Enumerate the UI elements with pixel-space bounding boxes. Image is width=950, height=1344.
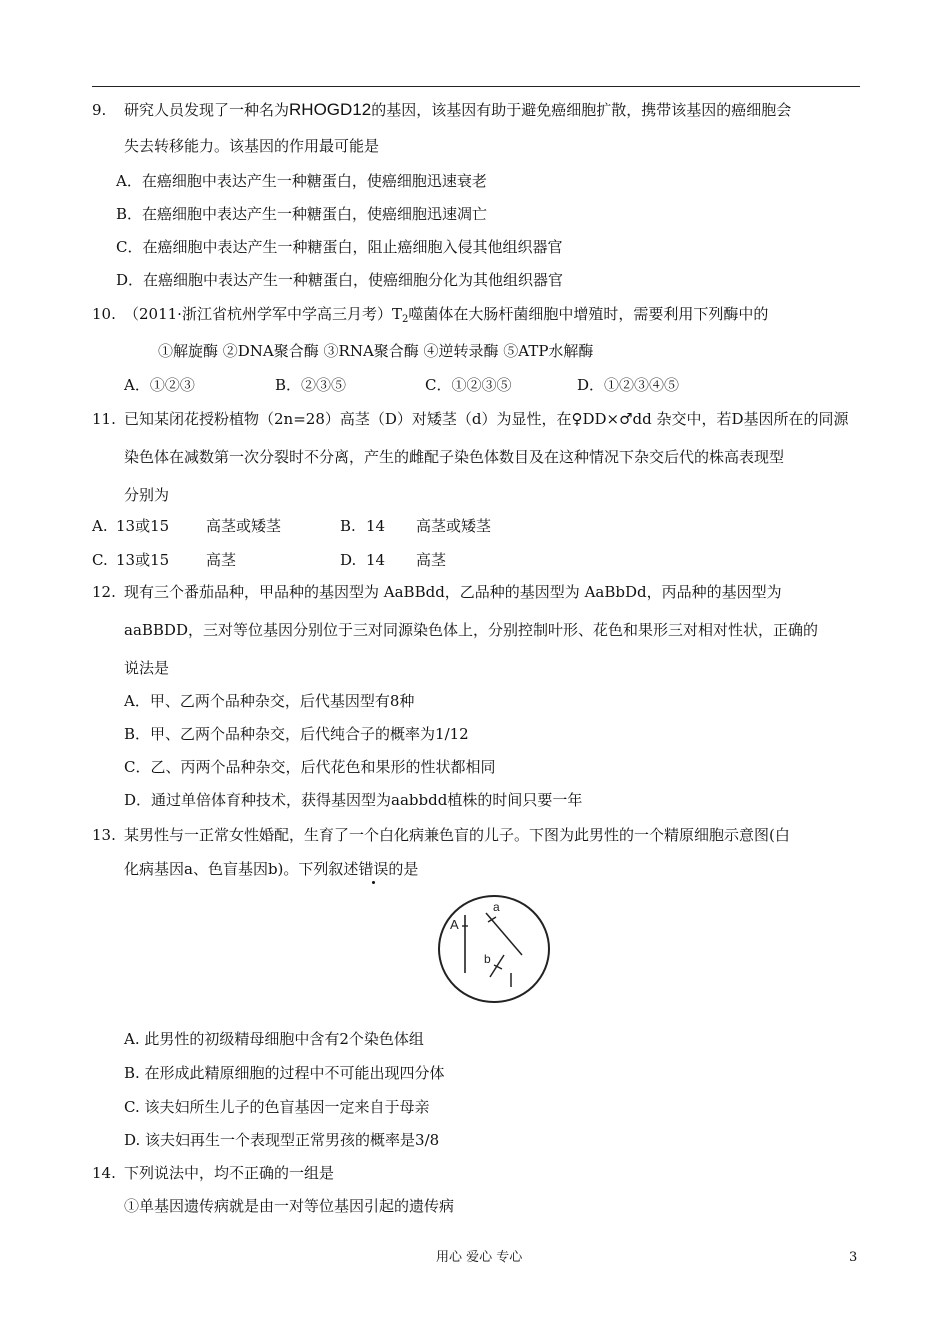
- q10-stem-text-b: 噬菌体在大肠杆菌细胞中增殖时，需要利用下列酶中的: [408, 305, 769, 323]
- q12-option-c: C．乙、丙两个品种杂交，后代花色和果形的性状都相同: [124, 758, 496, 776]
- q13-stem-text-a: 化病基因a、色盲基因b)。下列叙述: [124, 860, 359, 878]
- q14-stem: 下列说法中，均不正确的一组是: [124, 1164, 335, 1182]
- q13-option-a: A. 此男性的初级精母细胞中含有2个染色体组: [124, 1030, 424, 1048]
- q9-option-a: A．在癌细胞中表达产生一种糖蛋白，使癌细胞迅速衰老: [116, 172, 487, 190]
- q12-option-b: B．甲、乙两个品种杂交，后代纯合子的概率为1/12: [124, 725, 469, 743]
- q13-number: 13.: [92, 826, 116, 844]
- option-phenotype: 高茎: [416, 551, 447, 569]
- q12-option-a: A．甲、乙两个品种杂交，后代基因型有8种: [124, 692, 415, 710]
- q13-emphasis-word: 错误: [358, 860, 389, 878]
- q10-enzyme-list: ①解旋酶 ②DNA聚合酶 ③RNA聚合酶 ④逆转录酶 ⑤ATP水解酶: [158, 342, 594, 360]
- q12-stem-line1: 现有三个番茄品种，甲品种的基因型为 AaBBdd，乙品种的基因型为 AaBbDd，丙品种的基因型为: [124, 583, 782, 601]
- page-number: 3: [849, 1250, 858, 1265]
- q9-stem-text-b: 的基因，该基因有助于避免癌细胞扩散，携带该基因的癌细胞会: [371, 101, 792, 119]
- q9-stem-line1: [124, 100, 791, 120]
- option-number: 13或15: [116, 551, 170, 569]
- q9-option-c: C．在癌细胞中表达产生一种糖蛋白，阻止癌细胞入侵其他组织器官: [116, 238, 563, 256]
- q11-option-c: [92, 550, 338, 570]
- option-phenotype: 高茎或矮茎: [416, 517, 492, 535]
- option-label: C.: [92, 551, 108, 569]
- q10-number: 10.: [92, 305, 116, 323]
- option-label: A.: [92, 517, 108, 535]
- q9-stem-line2: 失去转移能力。该基因的作用最可能是: [124, 137, 380, 155]
- q11-stem-line1: 已知某闭花授粉植物（2n=28）高茎（D）对矮茎（d）为显性，在♀DD×♂dd 杂交中，若D基因所在的同源: [124, 410, 849, 428]
- q13-option-b: B. 在形成此精原细胞的过程中不可能出现四分体: [124, 1064, 445, 1082]
- label-a: a: [493, 900, 500, 914]
- q11-number: 11.: [92, 410, 116, 428]
- q13-stem-line2: [124, 859, 418, 879]
- option-phenotype: 高茎: [206, 551, 237, 569]
- q13-stem-line1: 某男性与一正常女性婚配，生育了一个白化病兼色盲的儿子。下图为此男性的一个精原细胞示意图(白: [124, 826, 790, 844]
- q11-option-d: [340, 550, 446, 570]
- q10-stem: [124, 304, 768, 330]
- option-phenotype: 高茎或矮茎: [206, 517, 282, 535]
- sperm-cell-diagram: [436, 893, 552, 1005]
- q12-stem-line2: aaBBDD，三对等位基因分别位于三对同源染色体上，分别控制叶形、花色和果形三对相对性状，正确的: [124, 621, 818, 639]
- q11-option-b: [340, 516, 491, 536]
- footer-motto: 用心 爱心 专心: [436, 1250, 523, 1265]
- q10-option-b: B．②③⑤: [275, 376, 347, 394]
- q10-option-d: D．①②③④⑤: [577, 376, 680, 394]
- q11-stem-line2: 染色体在减数第一次分裂时不分离，产生的雌配子染色体数目及在这种情况下杂交后代的株高表现型: [124, 448, 785, 466]
- q9-gene-name: RHOGD12: [289, 100, 372, 119]
- option-number: 14: [366, 517, 386, 535]
- q12-option-d: D．通过单倍体育种技术，获得基因型为aabbdd植株的时间只要一年: [124, 791, 583, 809]
- q9-number: 9.: [92, 101, 107, 119]
- option-label: B.: [340, 517, 356, 535]
- q9-stem-text-a: 研究人员发现了一种名为: [124, 101, 290, 119]
- label-A: A: [450, 917, 459, 932]
- q13-stem-text-b: 的是: [388, 860, 419, 878]
- q11-option-a: [92, 516, 338, 536]
- option-number: 13或15: [116, 517, 170, 535]
- q10-option-a: A．①②③: [124, 376, 195, 394]
- q12-stem-line3: 说法是: [124, 659, 170, 677]
- option-label: D.: [340, 551, 357, 569]
- q10-option-c: C．①②③⑤: [425, 376, 512, 394]
- label-b: b: [484, 952, 491, 966]
- q14-number: 14.: [92, 1164, 116, 1182]
- q9-option-d: D．在癌细胞中表达产生一种糖蛋白，使癌细胞分化为其他组织器官: [116, 271, 564, 289]
- q9-option-b: B．在癌细胞中表达产生一种糖蛋白，使癌细胞迅速凋亡: [116, 205, 488, 223]
- q12-number: 12.: [92, 583, 116, 601]
- q14-item-1: ①单基因遗传病就是由一对等位基因引起的遗传病: [124, 1197, 455, 1215]
- q13-option-c: C. 该夫妇所生儿子的色盲基因一定来自于母亲: [124, 1098, 430, 1116]
- q10-subscript: 2: [401, 314, 409, 325]
- q11-stem-line3: 分别为: [124, 486, 170, 504]
- header-rule: [92, 86, 860, 87]
- q10-stem-text-a: （2011·浙江省杭州学军中学高三月考）T: [124, 305, 402, 323]
- q13-option-d: D. 该夫妇再生一个表现型正常男孩的概率是3/8: [124, 1131, 440, 1149]
- option-number: 14: [366, 551, 386, 569]
